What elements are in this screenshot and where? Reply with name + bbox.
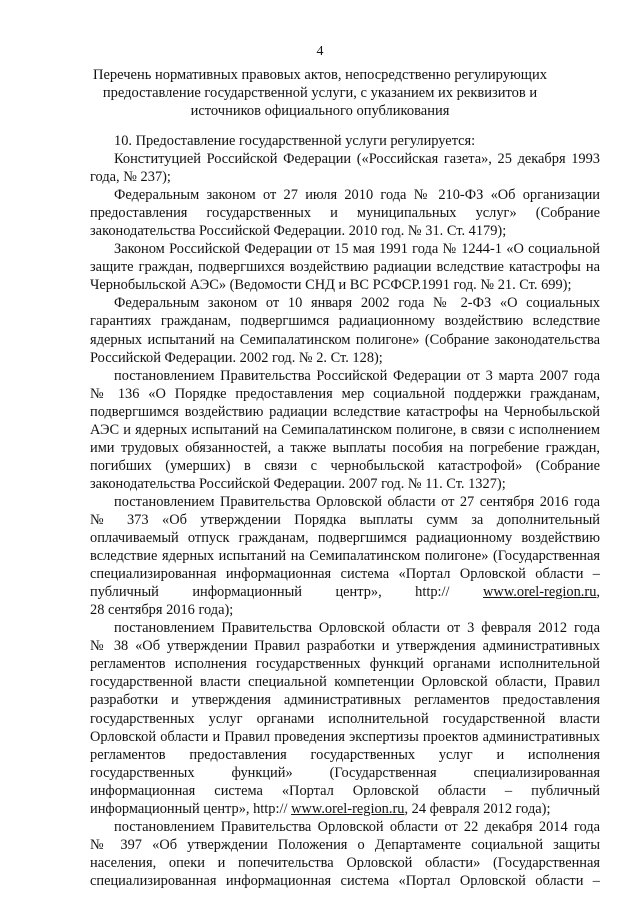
paragraph-line: ими трудовых обязанностей, а также выплаты пособия на погребение граждан,	[90, 439, 600, 456]
paragraph	[90, 493, 600, 619]
paragraph-line: законодательства Российской Федерации. 2007 год. № 11. Ст. 1327);	[90, 475, 506, 492]
paragraph-line: оплачиваемый отпуск гражданам, подвергшимся радиационному воздействию	[90, 530, 600, 547]
paragraph-line: защите граждан, подвергшихся воздействию радиации вследствие катастрофы на	[90, 259, 600, 276]
heading-line: предоставление государственной услуги, с указанием их реквизитов и	[102, 85, 538, 101]
paragraph-line: подвергшимся воздействию радиации вследствие катастрофы на Чернобыльской	[90, 403, 600, 420]
paragraph-line: информационная система «Портал Орловской области – публичный	[90, 782, 600, 799]
paragraph	[90, 132, 600, 150]
heading-line: Перечень нормативных правовых актов, непосредственно регулирующих	[93, 67, 547, 83]
paragraph-line: Чернобыльской АЭС» (Ведомости СНД и ВС РСФСР.1991 год. № 21. Ст. 699);	[90, 277, 572, 294]
paragraph-line: № 136 «О Порядке предоставления мер социальной поддержки гражданам,	[90, 385, 600, 402]
paragraph	[90, 240, 600, 294]
website-link[interactable]: www.orel-region.ru	[483, 584, 597, 601]
paragraph-line: регламентов предоставления государственных услуг и исполнения	[90, 746, 600, 763]
paragraph-line: 10. Предоставление государственной услуги регулируется:	[114, 133, 476, 149]
paragraph-line: государственных услуг органами исполнительной государственной власти	[90, 710, 600, 727]
paragraph-line: постановлением Правительства Российской Федерации от 3 марта 2007 года	[114, 367, 600, 384]
paragraph	[90, 619, 600, 818]
document-body	[90, 132, 600, 890]
paragraph	[90, 150, 600, 186]
paragraph-line: гарантиях гражданам, подвергшимся радиационному воздействию вследствие	[90, 313, 600, 330]
paragraph-line: № 397 «Об утверждении Положения о Департаменте социальной защиты	[90, 836, 600, 853]
paragraph-line: погибших (умерших) в связи с чернобыльской катастрофой» (Собрание	[90, 457, 600, 474]
paragraph-line: государственной власти специальной компетенции Орловской области, Правил	[90, 674, 600, 691]
paragraph-line: АЭС и ядерных испытаний на Семипалатинском полигоне, в связи с исполнением	[90, 421, 600, 438]
paragraph-line: государственных функций» (Государственная специализированная	[90, 764, 600, 781]
paragraph-line: 28 сентября 2016 года);	[90, 602, 234, 619]
paragraph-line: регламентов исполнения государственных функций органами исполнительной	[90, 656, 600, 673]
paragraph-line: № 373 «Об утверждении Порядка выплаты сумм за дополнительный	[90, 511, 600, 528]
paragraph-line: населения, опеки и попечительства Орловской области» (Государственная	[90, 854, 600, 871]
paragraph-line: специализированная информационная система «Портал Орловской области –	[90, 872, 600, 889]
paragraph-line: постановлением Правительства Орловской области от 27 сентября 2016 года	[114, 493, 600, 510]
paragraph-line: Орловской области и Правил проведения экспертизы проектов административных	[90, 728, 600, 745]
paragraph-line: Федеральным законом от 10 января 2002 года № 2-ФЗ «О социальных	[114, 295, 600, 312]
paragraph-line: постановлением Правительства Орловской области от 22 декабря 2014 года	[114, 818, 600, 835]
website-link[interactable]: www.orel-region.ru	[291, 800, 405, 817]
paragraph-line: вследствие ядерных испытаний на Семипалатинском полигоне» (Государственная	[90, 548, 600, 565]
paragraph-line: ядерных испытаний на Семипалатинском полигоне» (Собрание законодательства	[90, 331, 600, 348]
paragraph-line: предоставления государственных и муниципальных услуг» (Собрание	[90, 205, 600, 222]
paragraph-line: Конституцией Российской Федерации («Российская газета», 25 декабря 1993	[114, 151, 600, 168]
paragraph-line: Федеральным законом от 27 июля 2010 года № 210-ФЗ «Об организации	[114, 187, 600, 204]
heading-line: источников официального опубликования	[190, 103, 450, 119]
paragraph-line: информационный центр», http:// www.orel-region.ru, 24 февраля 2012 года);	[90, 800, 551, 817]
paragraph-line: № 38 «Об утверждении Правил разработки и утверждения административных	[90, 638, 600, 655]
page-number: 4	[316, 44, 324, 59]
paragraph	[90, 818, 600, 890]
paragraph-line: специализированная информационная система «Портал Орловской области –	[90, 566, 600, 583]
paragraph-line: публичный информационный центр», http:// www.orel-region.ru,	[90, 584, 600, 601]
paragraph-line: постановлением Правительства Орловской области от 3 февраля 2012 года	[114, 620, 600, 637]
paragraph	[90, 367, 600, 493]
section-heading	[90, 66, 550, 120]
paragraph	[90, 294, 600, 366]
paragraph-line: разработки и утверждения административных регламентов предоставления	[90, 692, 600, 709]
paragraph	[90, 186, 600, 240]
paragraph-line: Российской Федерации. 2002 год. № 2. Ст. 128);	[90, 349, 383, 366]
paragraph-line: года, № 237);	[90, 169, 171, 186]
paragraph-line: законодательства Российской Федерации. 2010 год. № 31. Ст. 4179);	[90, 223, 507, 240]
paragraph-line: Законом Российской Федерации от 15 мая 1991 года № 1244-1 «О социальной	[114, 241, 600, 258]
